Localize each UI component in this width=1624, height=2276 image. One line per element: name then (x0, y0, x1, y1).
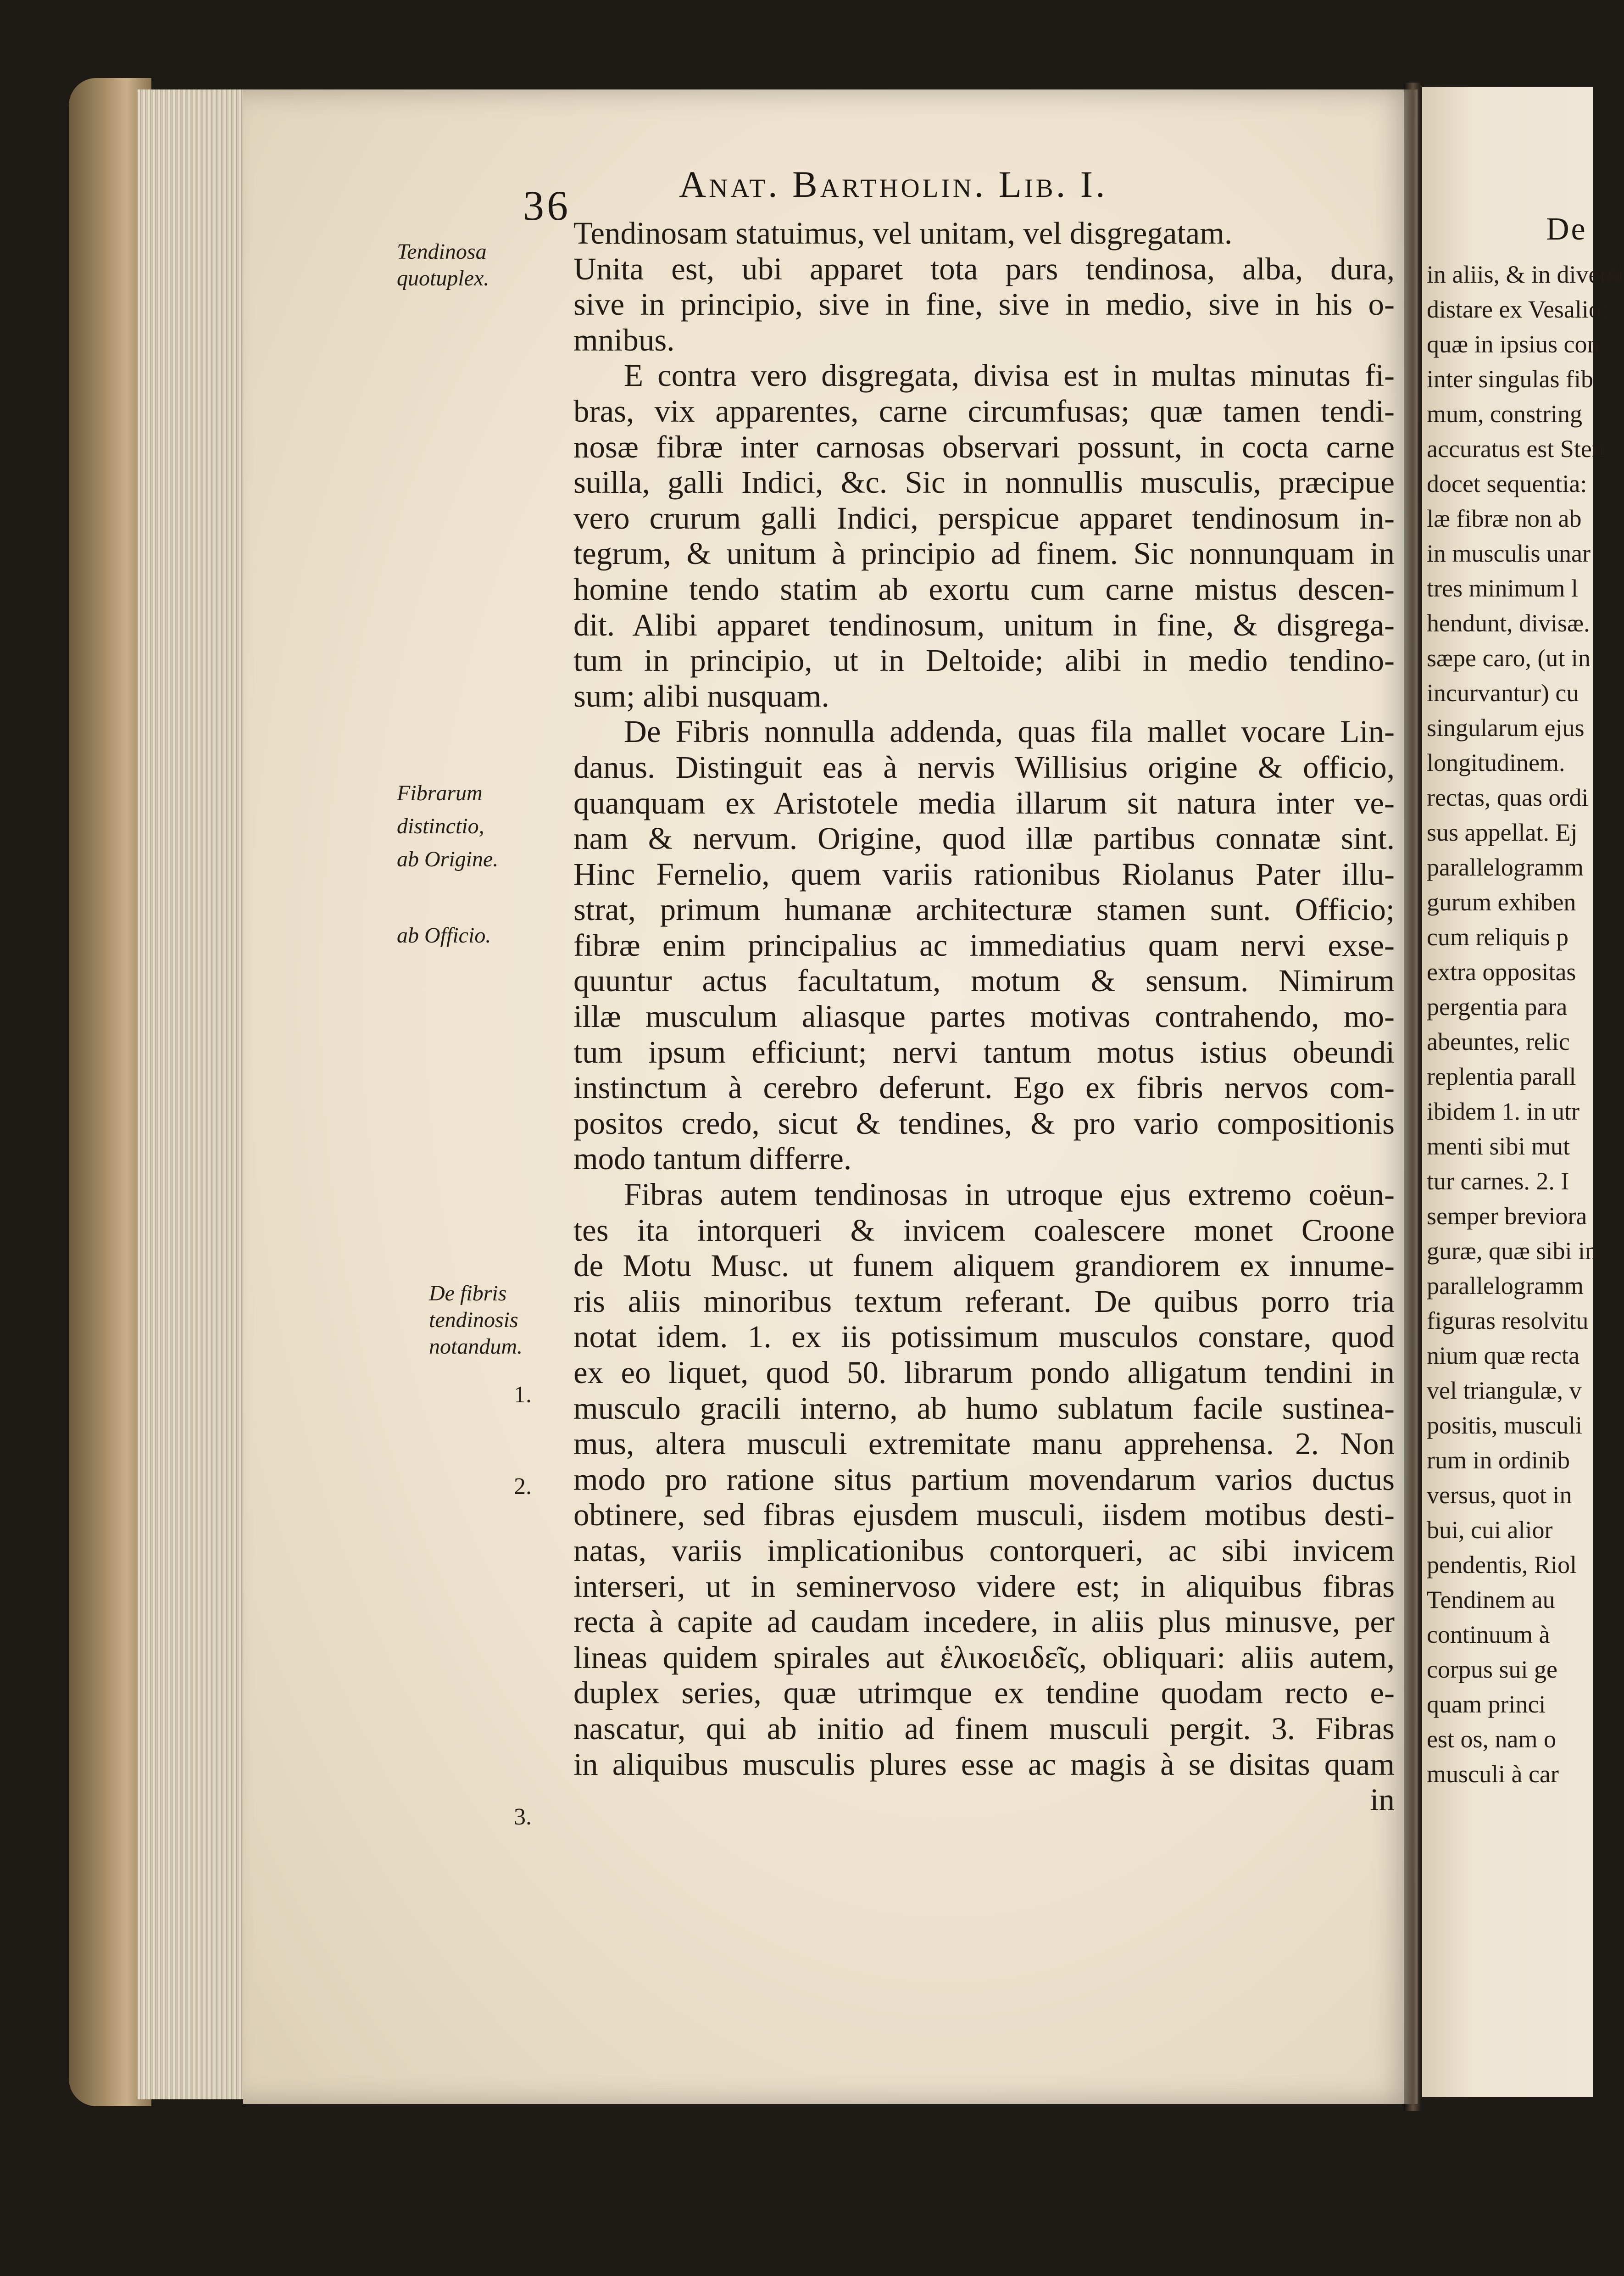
facing-line: quæ in ipsius con (1427, 330, 1600, 358)
facing-line: rum in ordinib (1427, 1446, 1570, 1474)
facing-line: accuratus est Sten (1427, 435, 1604, 463)
text-line: sum; alibi nusquam. (573, 678, 829, 714)
text-line: positos credo, sicut & tendines, & pro vario compositionis (573, 1105, 1395, 1141)
facing-line: positis, musculi (1427, 1411, 1583, 1439)
text-line: recta à capite ad caudam incedere, in aliis plus minusve, per (573, 1604, 1395, 1640)
page-number: 36 (523, 182, 571, 229)
facing-line: mum, constring (1427, 400, 1582, 428)
running-title: Anat. Bartholin. Lib. I. (679, 163, 1108, 205)
text-line: tum in principio, ut in Deltoide; alibi in medio tendino- (573, 643, 1395, 678)
facing-line: ibidem 1. in utr (1427, 1098, 1580, 1125)
facing-line: vel triangulæ, v (1427, 1377, 1582, 1404)
facing-running-head: De (1546, 212, 1587, 247)
margin-note-line: De fibris (429, 1281, 507, 1305)
margin-note-line: Fibrarum (397, 781, 483, 805)
facing-line: guræ, quæ sibi in (1427, 1237, 1598, 1265)
facing-line: tres minimum l (1427, 575, 1578, 602)
facing-line: versus, quot in (1427, 1481, 1572, 1509)
facing-line: abeuntes, relic (1427, 1028, 1570, 1055)
text-line: sive in principio, sive in fine, sive in medio, sive in his o- (573, 287, 1395, 322)
text-line: in aliquibus musculis plures esse ac magis à se disitas quam (573, 1746, 1395, 1782)
text-line: fibræ enim principalius ac immediatius quam nervi exse- (573, 927, 1395, 963)
margin-note-line: ab Origine. (397, 847, 499, 871)
facing-line: nium quæ recta (1427, 1342, 1580, 1369)
text-line: obtinere, sed fibras ejusdem musculi, iisdem motibus desti- (573, 1497, 1395, 1533)
text-line: suilla, galli Indici, &c. Sic in nonnullis musculis, præcipue (573, 465, 1395, 500)
facing-line: docet sequentia: (1427, 470, 1587, 497)
margin-note-de-fibris (397, 1280, 562, 1360)
margin-note-line: distinctio, (397, 814, 484, 838)
facing-page (1422, 87, 1624, 2097)
text-line: Tendinosam statuimus, vel unitam, vel disgregatam. (573, 216, 1233, 251)
facing-line: pendentis, Riol (1427, 1551, 1577, 1579)
text-line: nascatur, qui ab initio ad finem musculi pergit. 3. Fibras (573, 1711, 1395, 1746)
facing-line: figuras resolvitu (1427, 1307, 1589, 1334)
text-line: homine tendo statim ab exortu cum carne mistus descen- (573, 571, 1395, 607)
text-line: tegrum, & unitum à principio ad finem. Sic nonnunquam in (573, 536, 1395, 571)
text-line: nam & nervum. Origine, quod illæ partibus connatæ sint. (573, 821, 1395, 856)
book-gutter (1404, 83, 1422, 2111)
text-line: lineas quidem spirales aut ἑλικοειδεῖς, obliquari: aliis autem, (573, 1640, 1395, 1675)
facing-line: inter singulas fib (1427, 365, 1593, 393)
margin-note-line: tendinosis (429, 1308, 518, 1332)
text-line: bras, vix apparentes, carne circumfusas; quæ tamen tendi- (573, 393, 1395, 429)
facing-line: tur carnes. 2. I (1427, 1167, 1569, 1195)
text-line: mnibus. (573, 322, 675, 357)
facing-line: hendunt, divisæ. (1427, 609, 1590, 637)
text-line: musculo gracili interno, ab humo sublatum facile sustinea- (573, 1390, 1395, 1426)
facing-line: distare ex Vesalio: (1427, 296, 1608, 323)
text-line: Fibras autem tendinosas in utroque ejus extremo coëun- (624, 1177, 1395, 1212)
text-line: instinctum à cerebro deferunt. Ego ex fibris nervos com- (573, 1070, 1395, 1105)
facing-line: cum reliquis p (1427, 923, 1568, 951)
facing-line: extra oppositas (1427, 958, 1576, 986)
text-line: quanquam ex Aristotele media illarum sit natura inter ve- (573, 785, 1395, 820)
facing-line: semper breviora (1427, 1202, 1587, 1230)
facing-line: læ fibræ non ab (1427, 505, 1582, 532)
facing-line: est os, nam o (1427, 1725, 1556, 1753)
facing-line: parallelogramm (1427, 1272, 1584, 1300)
text-line: duplex series, quæ utrimque ex tendine quodam recto e- (573, 1675, 1395, 1711)
text-line: danus. Distinguit eas à nervis Willisius origine & officio, (573, 749, 1395, 785)
facing-line: pergentia para (1427, 993, 1568, 1021)
facing-line: rectas, quas ordi (1427, 784, 1589, 811)
facing-line: corpus sui ge (1427, 1656, 1557, 1683)
text-line: illæ musculum aliasque partes motivas contrahendo, mo- (573, 999, 1395, 1034)
margin-note-line: Tendinosa (397, 240, 487, 264)
text-line: tes ita intorqueri & invicem coalescere monet Croone (573, 1212, 1395, 1248)
margin-number-3: 3. (514, 1804, 532, 1830)
text-line: strat, primum humanæ architecturæ stamen sunt. Officio; (573, 892, 1395, 927)
facing-line: singularum ejus (1427, 714, 1585, 742)
text-line: ris aliis minoribus textum referant. De quibus porro tria (573, 1283, 1395, 1319)
text-line: De Fibris nonnulla addenda, quas fila mallet vocare Lin- (624, 714, 1395, 749)
text-line: mus, altera musculi extremitate manu apprehensa. 2. Non (573, 1426, 1395, 1462)
running-head (523, 163, 1330, 229)
margin-note-line: quotuplex. (397, 266, 489, 290)
facing-line: sæpe caro, (ut in (1427, 644, 1591, 672)
margin-note-line: notandum. (429, 1334, 523, 1359)
facing-line: longitudinem. (1427, 749, 1565, 776)
main-text (573, 216, 1395, 1818)
margin-number-1: 1. (514, 1382, 532, 1408)
text-line: modo tantum differre. (573, 1141, 852, 1177)
facing-line: musculi à car (1427, 1760, 1559, 1788)
page-edges (138, 89, 248, 2099)
facing-line: sus appellat. Ej (1427, 819, 1578, 846)
facing-line: Tendinem au (1427, 1586, 1555, 1613)
facing-line: replentia parall (1427, 1063, 1576, 1090)
text-line: tum ipsum efficiunt; nervi tantum motus istius obeundi (573, 1034, 1395, 1070)
facing-line: bui, cui alior (1427, 1516, 1553, 1544)
catchword: in (1370, 1782, 1395, 1818)
text-line: dit. Alibi apparet tendinosum, unitum in fine, & disgrega- (573, 607, 1395, 642)
margin-note-line: ab Officio. (397, 923, 491, 948)
facing-line: continuum à (1427, 1621, 1550, 1648)
facing-text (1427, 257, 1624, 1791)
text-line: interseri, ut in seminervoso videre est; in aliquibus fibras (573, 1568, 1395, 1604)
text-line: notat idem. 1. ex iis potissimum musculos constare, quod (573, 1319, 1395, 1355)
text-line: vero crurum galli Indici, perspicue apparet tendinosum in- (573, 500, 1395, 536)
text-line: ex eo liquet, quod 50. librarum pondo alligatum tendini in (573, 1355, 1395, 1390)
text-line: de Motu Musc. ut funem aliquem grandiorem ex innume- (573, 1248, 1395, 1283)
margin-note-tendinosa (397, 239, 562, 292)
facing-line: gurum exhiben (1427, 888, 1576, 916)
margin-note-fibrarum (397, 780, 562, 873)
text-line: modo pro ratione situs partium movendarum varios ductus (573, 1462, 1395, 1497)
text-line: nosæ fibræ inter carnosas observari possunt, in cocta carne (573, 429, 1395, 464)
facing-line: incurvantur) cu (1427, 679, 1579, 707)
facing-line: parallelogramm (1427, 854, 1584, 881)
margin-number-2: 2. (514, 1473, 532, 1500)
text-line: quuntur actus facultatum, motum & sensum. Nimirum (573, 963, 1395, 999)
facing-line: quam princi (1427, 1690, 1546, 1718)
text-line: Unita est, ubi apparet tota pars tendinosa, alba, dura, (573, 251, 1395, 286)
facing-line: in musculis unar (1427, 540, 1591, 567)
text-line: natas, variis implicationibus contorqueri, ac sibi invicem (573, 1533, 1395, 1568)
margin-note-officio (397, 922, 562, 949)
facing-line: in aliis, & in diversi (1427, 261, 1624, 288)
facing-line: menti sibi mut (1427, 1132, 1570, 1160)
text-line: Hinc Fernelio, quem variis rationibus Riolanus Pater illu- (573, 856, 1395, 892)
text-line: E contra vero disgregata, divisa est in multas minutas fi- (624, 358, 1395, 393)
